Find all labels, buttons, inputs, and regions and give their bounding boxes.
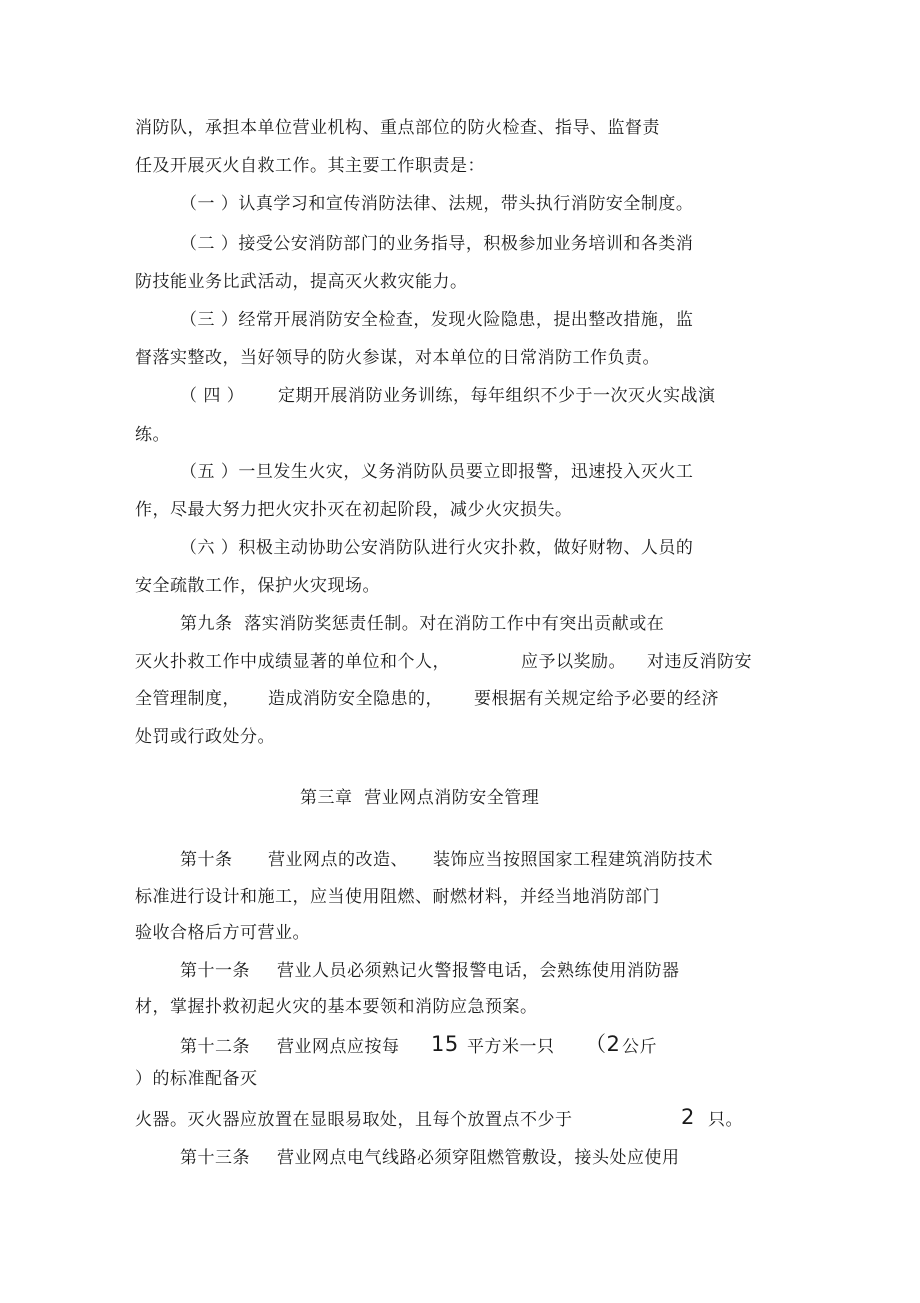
text-line: ）的标准配备灭 [135, 1069, 258, 1089]
text-line: 灭火扑救工作中成绩显著的单位和个人， [135, 652, 450, 672]
text-line: 营业网点的改造、 [268, 850, 408, 870]
text-line: （一 ）认真学习和宣传消防法律、法规，带头执行消防安全制度。 [180, 194, 694, 214]
text-line: 造成消防安全隐患的， [268, 689, 443, 709]
text-line: 第九条 落实消防奖惩责任制。对在消防工作中有突出贡献或在 [180, 614, 665, 634]
text-line: 消防队，承担本单位营业机构、重点部位的防火检查、指导、监督责 [135, 118, 660, 138]
text-line: 平方米一只 [467, 1037, 555, 1057]
chapter-heading: 第三章 营业网点消防安全管理 [300, 788, 540, 808]
text-line: 处罚或行政处分。 [135, 727, 275, 747]
text-line: 营业网点电气线路必须穿阻燃管敷设，接头处应使用 [277, 1148, 680, 1168]
text-line: 督落实整改，当好领导的防火参谋，对本单位的日常消防工作负责。 [135, 348, 660, 368]
text-line: 装饰应当按照国家工程建筑消防技术 [433, 850, 713, 870]
text-line: 营业人员必须熟记火警报警电话，会熟练使用消防器 [277, 961, 680, 981]
text-line: 安全疏散工作，保护火灾现场。 [135, 576, 380, 596]
text-line: 2 [681, 1105, 695, 1129]
text-line: 第十条 [180, 850, 233, 870]
text-line: 防技能业务比武活动，提高灭火救灾能力。 [135, 272, 468, 292]
text-line: 第十三条 [180, 1148, 250, 1168]
text-line: 只。 [708, 1110, 743, 1130]
text-line: 第十二条 [180, 1037, 250, 1057]
text-line: 营业网点应按每 [277, 1037, 400, 1057]
text-line: 作，尽最大努力把火灾扑灭在初起阶段，减少火灾损失。 [135, 500, 573, 520]
text-line: （五 ）一旦发生火灾，义务消防队员要立即报警，迅速投入灭火工 [180, 462, 694, 482]
text-line: 对违反消防安 [647, 652, 752, 672]
text-line: 公斤 [622, 1037, 657, 1057]
text-line: （六 ）积极主动协助公安消防队进行火灾扑救，做好财物、人员的 [180, 538, 694, 558]
text-line: 第十一条 [180, 961, 250, 981]
text-line: （2 [585, 1032, 621, 1056]
text-line: 练。 [135, 425, 170, 445]
text-line: 全管理制度， [135, 689, 240, 709]
text-line: 材，掌握扑救初起火灾的基本要领和消防应急预案。 [135, 997, 538, 1017]
text-line: 要根据有关规定给予必要的经济 [474, 689, 719, 709]
text-line: 15 [431, 1032, 459, 1056]
text-line: 应予以奖励。 [521, 652, 626, 672]
text-line: （ 四 ） [180, 386, 245, 406]
text-line: 标准进行设计和施工，应当使用阻燃、耐燃材料，并经当地消防部门 [135, 887, 660, 907]
text-line: 验收合格后方可营业。 [135, 923, 310, 943]
text-line: （二 ）接受公安消防部门的业务指导，积极参加业务培训和各类消 [180, 234, 694, 254]
text-line: （三 ）经常开展消防安全检查，发现火险隐患，提出整改措施，监 [180, 310, 694, 330]
text-line: 火器。灭火器应放置在显眼易取处，且每个放置点不少于 [135, 1110, 573, 1130]
text-line: 任及开展灭火自救工作。其主要工作职责是： [135, 156, 485, 176]
text-line: 定期开展消防业务训练，每年组织不少于一次灭火实战演 [278, 386, 716, 406]
